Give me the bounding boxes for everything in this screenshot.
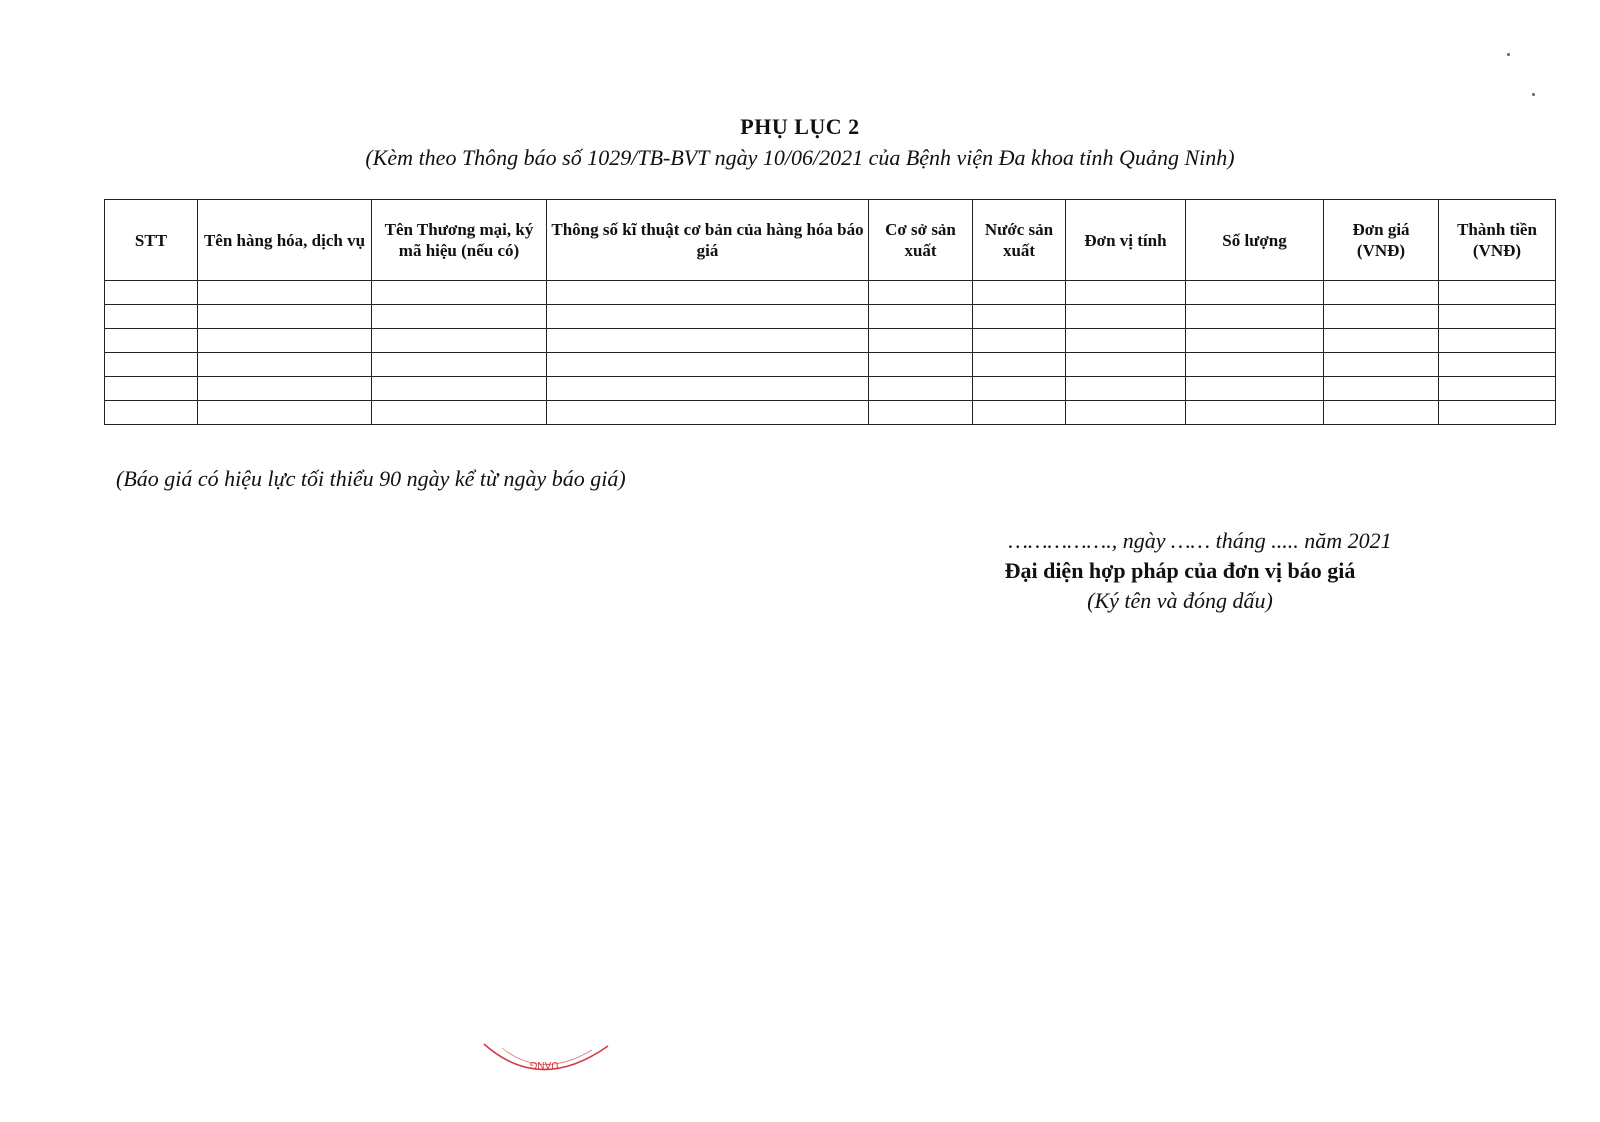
table-cell[interactable] bbox=[869, 281, 973, 305]
table-cell[interactable] bbox=[198, 377, 372, 401]
table-cell[interactable] bbox=[198, 329, 372, 353]
column-header-unit-price: Đơn giá (VNĐ) bbox=[1324, 200, 1439, 281]
column-header-specifications: Thông số kĩ thuật cơ bản của hàng hóa báo giá bbox=[547, 200, 869, 281]
table-cell[interactable] bbox=[547, 353, 869, 377]
table-cell[interactable] bbox=[372, 377, 547, 401]
table-cell[interactable] bbox=[372, 353, 547, 377]
table-header-row bbox=[105, 200, 1556, 281]
quotation-table bbox=[104, 199, 1556, 425]
table-cell[interactable] bbox=[1439, 377, 1556, 401]
table-row bbox=[105, 305, 1556, 329]
table-cell[interactable] bbox=[547, 401, 869, 425]
column-header-stt: STT bbox=[105, 200, 198, 281]
table-cell[interactable] bbox=[1439, 281, 1556, 305]
signature-date-line: ……………., ngày …… tháng ..... năm 2021 bbox=[1008, 528, 1392, 553]
scan-speck bbox=[1507, 53, 1510, 56]
table-cell[interactable] bbox=[973, 377, 1066, 401]
table-cell[interactable] bbox=[1324, 401, 1439, 425]
column-header-goods-name: Tên hàng hóa, dịch vụ bbox=[198, 200, 372, 281]
table-cell[interactable] bbox=[1186, 281, 1324, 305]
table-cell[interactable] bbox=[973, 329, 1066, 353]
table-row bbox=[105, 401, 1556, 425]
table-cell[interactable] bbox=[1324, 377, 1439, 401]
table-cell[interactable] bbox=[372, 329, 547, 353]
table-cell[interactable] bbox=[547, 305, 869, 329]
table-cell[interactable] bbox=[198, 401, 372, 425]
table-row bbox=[105, 329, 1556, 353]
table-cell[interactable] bbox=[1186, 329, 1324, 353]
table-cell[interactable] bbox=[1324, 353, 1439, 377]
signature-note: (Ký tên và đóng dấu) bbox=[1087, 588, 1273, 613]
table-cell[interactable] bbox=[1324, 305, 1439, 329]
table-cell[interactable] bbox=[198, 305, 372, 329]
table-cell[interactable] bbox=[1066, 401, 1186, 425]
column-header-country: Nước sản xuất bbox=[973, 200, 1066, 281]
table-cell[interactable] bbox=[105, 377, 198, 401]
table-row bbox=[105, 377, 1556, 401]
table-cell[interactable] bbox=[1186, 353, 1324, 377]
table-cell[interactable] bbox=[1186, 305, 1324, 329]
table-cell[interactable] bbox=[869, 329, 973, 353]
page-title: PHỤ LỤC 2 bbox=[740, 114, 860, 139]
table-cell[interactable] bbox=[105, 329, 198, 353]
table-cell[interactable] bbox=[869, 353, 973, 377]
table-cell[interactable] bbox=[973, 401, 1066, 425]
table-cell[interactable] bbox=[547, 329, 869, 353]
table-cell[interactable] bbox=[1439, 329, 1556, 353]
table-cell[interactable] bbox=[1439, 353, 1556, 377]
table-cell[interactable] bbox=[1066, 329, 1186, 353]
table-cell[interactable] bbox=[869, 377, 973, 401]
table-row bbox=[105, 281, 1556, 305]
table-cell[interactable] bbox=[1439, 401, 1556, 425]
table-cell[interactable] bbox=[105, 401, 198, 425]
table-cell[interactable] bbox=[1066, 353, 1186, 377]
table-cell[interactable] bbox=[105, 353, 198, 377]
table-cell[interactable] bbox=[1066, 377, 1186, 401]
table-cell[interactable] bbox=[198, 281, 372, 305]
stamp-text: UANG bbox=[529, 1059, 559, 1070]
column-header-quantity: Số lượng bbox=[1186, 200, 1324, 281]
table-cell[interactable] bbox=[1324, 281, 1439, 305]
column-header-total: Thành tiền (VNĐ) bbox=[1439, 200, 1556, 281]
page-subtitle: (Kèm theo Thông báo số 1029/TB-BVT ngày 10/06/2021 của Bệnh viện Đa khoa tỉnh Quảng Ninh) bbox=[365, 145, 1235, 170]
validity-note: (Báo giá có hiệu lực tối thiểu 90 ngày kể từ ngày báo giá) bbox=[116, 466, 626, 491]
table-cell[interactable] bbox=[973, 353, 1066, 377]
table-cell[interactable] bbox=[372, 281, 547, 305]
signature-block bbox=[860, 526, 1500, 616]
table-cell[interactable] bbox=[547, 281, 869, 305]
column-header-trade-name: Tên Thương mại, ký mã hiệu (nếu có) bbox=[372, 200, 547, 281]
column-header-unit: Đơn vị tính bbox=[1066, 200, 1186, 281]
table-cell[interactable] bbox=[869, 305, 973, 329]
table-cell[interactable] bbox=[372, 401, 547, 425]
table-cell[interactable] bbox=[1066, 305, 1186, 329]
table-cell[interactable] bbox=[869, 401, 973, 425]
table-cell[interactable] bbox=[973, 281, 1066, 305]
table-cell[interactable] bbox=[105, 305, 198, 329]
column-header-manufacturer: Cơ sở sản xuất bbox=[869, 200, 973, 281]
table-cell[interactable] bbox=[547, 377, 869, 401]
table-cell[interactable] bbox=[198, 353, 372, 377]
red-seal-stamp bbox=[480, 1038, 630, 1088]
table-cell[interactable] bbox=[1066, 281, 1186, 305]
signature-title: Đại diện hợp pháp của đơn vị báo giá bbox=[1004, 558, 1356, 583]
table-body bbox=[105, 281, 1556, 425]
scan-speck bbox=[1532, 93, 1535, 96]
table-cell[interactable] bbox=[105, 281, 198, 305]
table-cell[interactable] bbox=[1324, 329, 1439, 353]
table-cell[interactable] bbox=[1186, 377, 1324, 401]
table-cell[interactable] bbox=[1186, 401, 1324, 425]
table-cell[interactable] bbox=[973, 305, 1066, 329]
table-cell[interactable] bbox=[372, 305, 547, 329]
table-row bbox=[105, 353, 1556, 377]
table-cell[interactable] bbox=[1439, 305, 1556, 329]
